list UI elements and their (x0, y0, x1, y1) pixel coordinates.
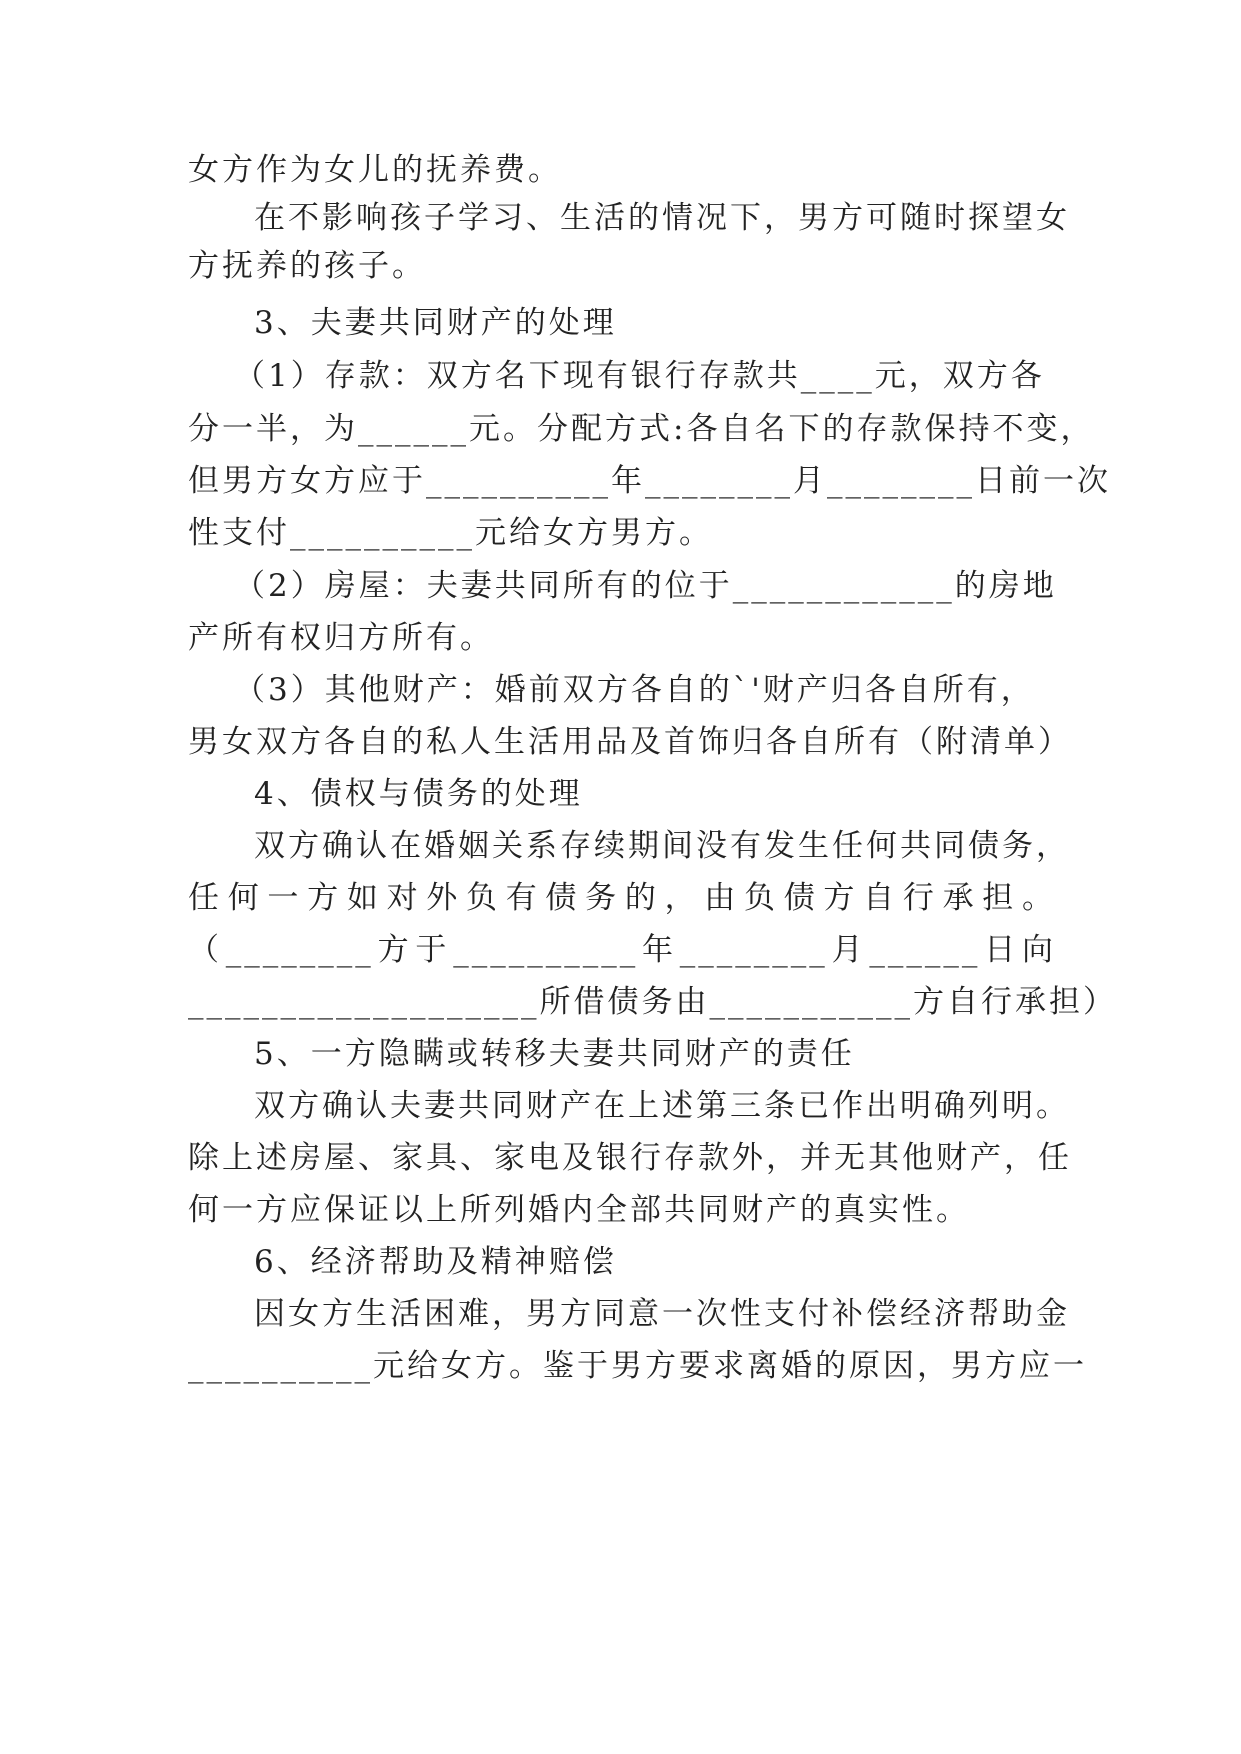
paragraph-line: （2）房屋：夫妻共同所有的位于____________的房地 (234, 568, 1057, 604)
text-line: 分一半，为______元。分配方式:各自名下的存款保持不变， (188, 411, 1095, 447)
text-line: 方抚养的孩子。 (188, 248, 426, 284)
paragraph-line: 在不影响孩子学习、生活的情况下，男方可随时探望女 (254, 200, 1070, 236)
section-heading: 4、债权与债务的处理 (254, 776, 583, 812)
paragraph-line: 双方确认夫妻共同财产在上述第三条已作出明确列明。 (254, 1088, 1070, 1124)
text-line: 性支付__________元给女方男方。 (188, 515, 713, 551)
text-line: 任何一方如对外负有债务的，由负债方自行承担。 (188, 880, 1056, 916)
paragraph-line: 因女方生活困难，男方同意一次性支付补偿经济帮助金 (254, 1296, 1070, 1332)
paragraph-line: 双方确认在婚姻关系存续期间没有发生任何共同债务， (254, 828, 1070, 864)
text-line: 何一方应保证以上所列婚内全部共同财产的真实性。 (188, 1192, 970, 1228)
text-line: （________方于__________年________月______日向 (188, 932, 1056, 968)
text-line: 女方作为女儿的抚养费。 (188, 152, 562, 188)
paragraph-line: （3）其他财产：婚前双方各自的`'财产归各自所有， (234, 672, 1035, 708)
text-line: ___________________所借债务由___________方自行承担） (188, 984, 1117, 1020)
text-line: 除上述房屋、家具、家电及银行存款外，并无其他财产，任 (188, 1140, 1072, 1176)
paragraph-line: （1）存款：双方名下现有银行存款共____元，双方各 (234, 358, 1045, 394)
text-line: 男女双方各自的私人生活用品及首饰归各自所有（附清单） (188, 724, 1072, 760)
section-heading: 6、经济帮助及精神赔偿 (254, 1244, 617, 1280)
text-line: 但男方女方应于__________年________月________日前一次 (188, 463, 1111, 499)
section-heading: 5、一方隐瞒或转移夫妻共同财产的责任 (254, 1036, 855, 1072)
text-line: 产所有权归方所有。 (188, 620, 494, 656)
text-line: __________元给女方。鉴于男方要求离婚的原因，男方应一 (188, 1348, 1087, 1384)
section-heading: 3、夫妻共同财产的处理 (254, 305, 617, 341)
